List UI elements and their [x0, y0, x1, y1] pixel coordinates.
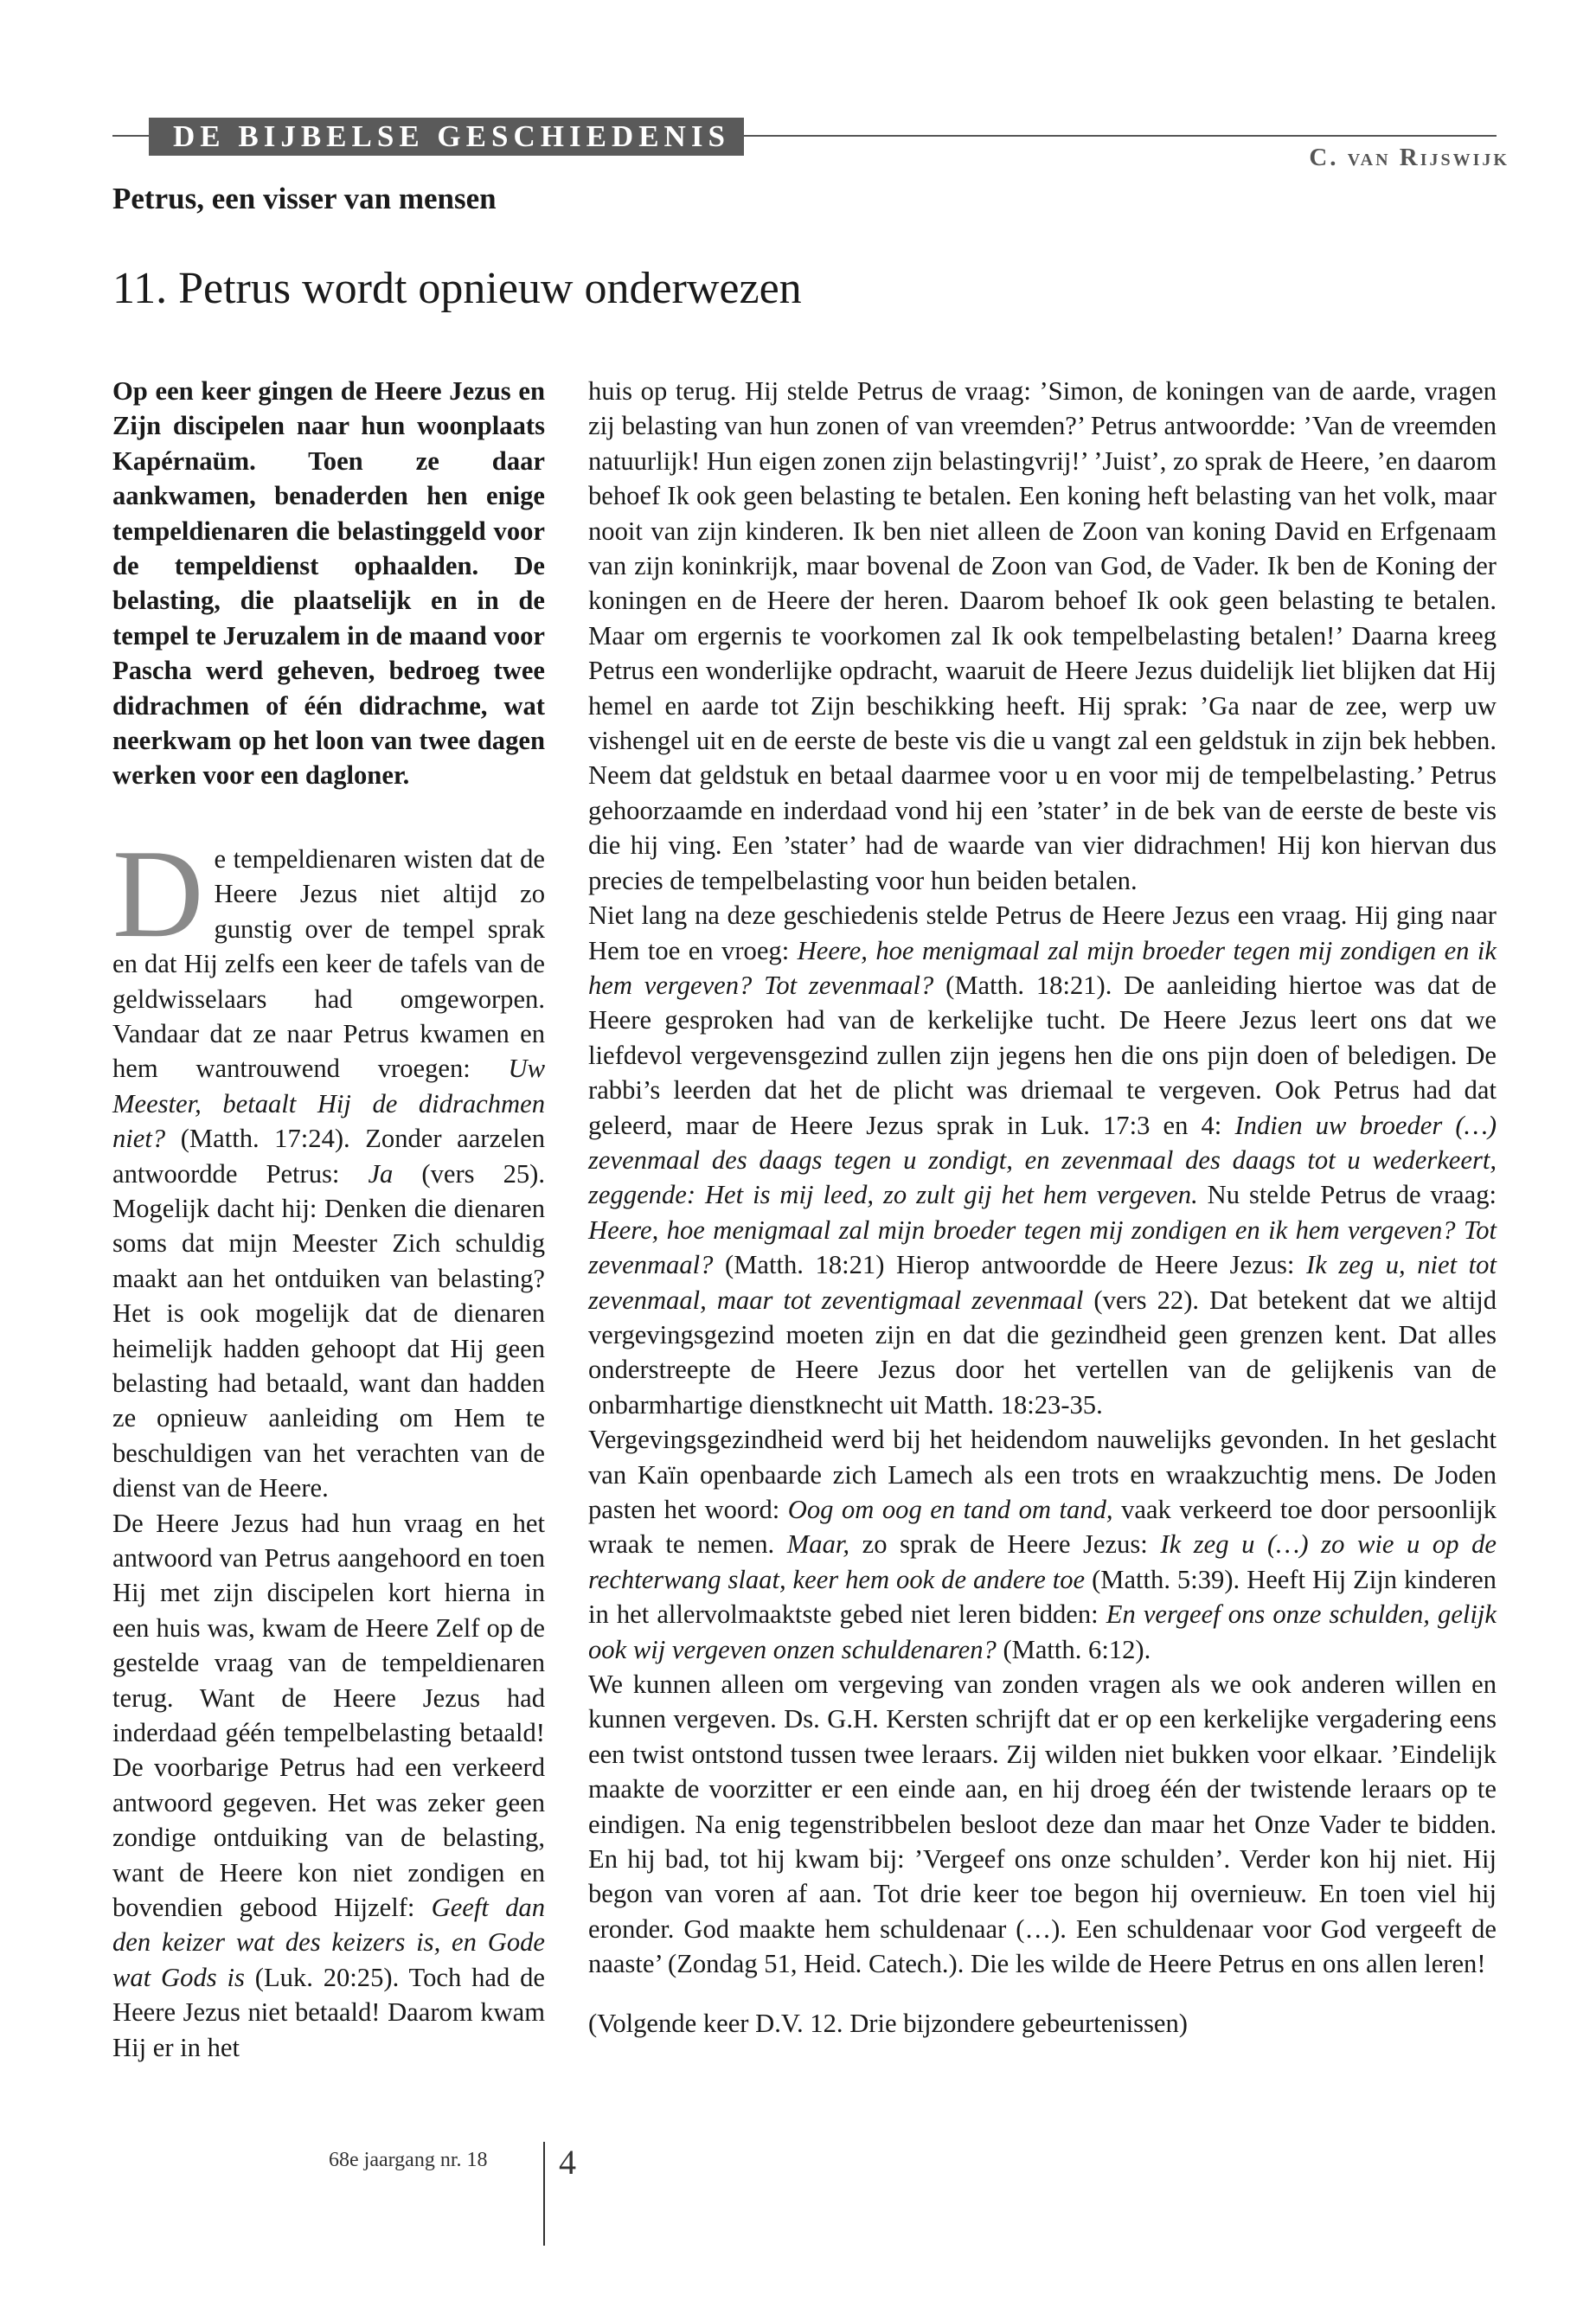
footer-volume: 68e jaargang nr. 18 — [329, 2149, 488, 2171]
next-episode-note: (Volgende keer D.V. 12. Drie bijzondere gebeurtenissen) — [588, 2008, 1188, 2038]
footer-divider — [543, 2142, 545, 2246]
right-paragraph-3: Vergevingsgezindheid werd bij het heidendom nauwelijks gevonden. In het geslacht van Kaïn openbaarde zich Lamech als een trots en wraakzuchtig mens. De Joden pasten het woord: Oog om oog en tand om tand, vaak verkeerd toe door persoonlijk wraak te nemen. Maar, zo sprak de Heere Jezus: Ik zeg u (…) zo wie u op de rechterwang slaat, keer hem ook de andere toe (Matth. 5:39). Heeft Hij Zijn kinderen in het allervolmaaktste gebed niet leren bidden: En vergeef ons onze schulden, gelijk ook wij vergeven onzen schuldenaren? (Matth. 6:12). — [588, 1425, 1497, 1664]
page-number: 4 — [559, 2143, 576, 2182]
chapter-title: 11. Petrus wordt opnieuw onderwezen — [112, 264, 802, 313]
left-paragraph-2: De Heere Jezus had hun vraag en het antwoord van Petrus aangehoord en toen Hij met zijn discipelen kort hierna in een huis was, kwam de Heere Zelf op de gestelde vraag van de tempeldienaren terug. Want de Heere Jezus had inderdaad géén tempelbelasting betaald! De voorbarige Petrus had een verkeerd antwoord gegeven. Het was zeker geen zondige ontduiking van de belasting, want de Heere kon niet zondigen en bovendien gebood Hijzelf: Geeft dan den keizer wat des keizers is, en Gode wat Gods is (Luk. 20:25). Toch had de Heere Jezus niet betaald! Daarom kwam Hij er in het — [112, 1508, 546, 2062]
right-paragraph-1: huis op terug. Hij stelde Petrus de vraag: ’Simon, de koningen van de aarde, vragen zij belasting van hun zonen of van vreemden?’ Petrus antwoordde: ’Van de vreemden natuurlijk! Hun eigen zonen zijn belastingvrij!’ ’Juist’, zo sprak de Heere, ’en daarom behoef Ik ook geen belasting te betalen. Een koning heft belasting van het volk, maar nooit van zijn kinderen. Ik ben niet alleen de Zoon van koning David en Erfgenaam van zijn koninkrijk, maar bovenal de Zoon van God, de Vader. Ik ben de Koning der koningen en de Heere der heren. Daarom behoef Ik ook geen belasting te betalen. Maar om ergernis te voorkomen zal Ik ook tempelbelasting betalen!’ Daarna kreeg Petrus een wonderlijke opdracht, waaruit de Heere Jezus duidelijk liet blijken dat Hij hemel en aarde tot Zijn beschikking heeft. Hij sprak: ’Ga naar de zee, werp uw vishengel uit en de eerste de beste vis die u vangt zal een geldstuk in zijn bek hebben. Neem dat geldstuk en betaal daarmee voor u en voor mij de tempelbelasting.’ Petrus gehoorzaamde en inderdaad vond hij een ’stater’ in de bek van de eerste de beste vis die hij ving. Een ’stater’ had de waarde van vier didrachmen! Hij kon hiervan dus precies de tempelbelasting voor hun beiden betalen. — [588, 376, 1497, 895]
section-label: DE BIJBELSE GESCHIEDENIS — [149, 118, 744, 156]
right-paragraph-4: We kunnen alleen om vergeving van zonden vragen als we ook anderen willen en kunnen vergeven. Ds. G.H. Kersten schrijft dat er op een kerkelijke vergadering eens een twist ontstond tussen twee leraars. Zij wilden niet bukken voor elkaar. ’Eindelijk maakte de voorzitter er een einde aan, en hij droeg één der twistende leraars op te eindigen. Na enig tegenstribbelen besloot deze dan maar het Onze Vader te bidden. En hij bad, tot hij kwam bij: ’Vergeef ons onze schulden’. Verder kon hij niet. Hij begon van voren af aan. Tot drie keer toe begon hij overnieuw. En toen viel hij eronder. God maakte hem schuldenaar (…). Een schuldenaar voor God vergeeft de naaste’ (Zondag 51, Heid. Catech.). Die les wilde de Heere Petrus en ons allen leren! — [588, 1670, 1497, 1979]
left-paragraph-1: De tempeldienaren wisten dat de Heere Jezus niet altijd zo gunstig over de tempel sprak en dat Hij zelfs een keer de tafels van de geldwisselaars had omgeworpen. Vandaar dat ze naar Petrus kwamen en hem wantrouwend vroegen: Uw Meester, betaalt Hij de didrachmen niet? (Matth. 17:24). Zonder aarzelen antwoordde Petrus: Ja (vers 25). Mogelijk dacht hij: Denken die dienaren soms dat mijn Meester Zich schuldig maakt aan het ontduiken van belasting? Het is ook mogelijk dat de dienaren heimelijk hadden gehoopt dat Hij geen belasting had betaald, want dan hadden ze opnieuw aanleiding om Hem te beschuldigen van het verachten van de dienst van de Heere. — [112, 823, 545, 1503]
left-column — [112, 374, 545, 2065]
right-paragraph-2: Niet lang na deze geschiedenis stelde Petrus de Heere Jezus een vraag. Hij ging naar Hem toe en vroeg: Heere, hoe menigmaal zal mijn broeder tegen mij zondigen en ik hem vergeven? Tot zevenmaal? (Matth. 18:21). De aanleiding hiertoe was dat de Heere gesproken had van de kerkelijke tucht. De Heere Jezus leert ons dat we liefdevol vergevensgezind zullen zijn jegens hen die ons pijn doen of beledigen. De rabbi’s leerden dat het de plicht was driemaal te vergeven. Ook Petrus had dat geleerd, maar de Heere Jezus sprak in Luk. 17:3 en 4: Indien uw broeder (…) zevenmaal des daags tegen u zondigt, en zevenmaal des daags tot u wederkeert, zeggende: Het is mij leed, zo zult gij het hem vergeven. Nu stelde Petrus de vraag: Heere, hoe menigmaal zal mijn broeder tegen mij zondigen en ik hem vergeven? Tot zevenmaal? (Matth. 18:21) Hierop antwoordde de Heere Jezus: Ik zeg u, niet tot zevenmaal, maar tot zeventigmaal zevenmaal (vers 22). Dat betekent dat we altijd vergevingsgezind moeten zijn en dat die gezindheid geen grenzen kent. Dat alles onderstreepte de Heere Jezus door het vertellen van de gelijkenis van de onbarmhartige dienstknecht uit Matth. 18:23-35. — [588, 901, 1497, 1420]
intro-paragraph: Op een keer gingen de Heere Jezus en Zijn discipelen naar hun woonplaats Kapérnaüm. Toen ze daar aankwamen, benaderden hen enige tempeldienaren die belastinggeld voor de tempeldienst ophaalden. De belasting, die plaatselijk en in de tempel te Jeruzalem in de maand voor Pascha werd geheven, bedroeg twee didrachmen of één didrachme, wat neerkwam op het loon van twee dagen werken voor een dagloner. — [112, 376, 545, 791]
author: C. van Rijswijk — [1309, 144, 1509, 171]
drop-cap: D — [112, 823, 204, 964]
right-column — [588, 374, 1497, 2041]
series-title: Petrus, een visser van mensen — [112, 182, 497, 215]
